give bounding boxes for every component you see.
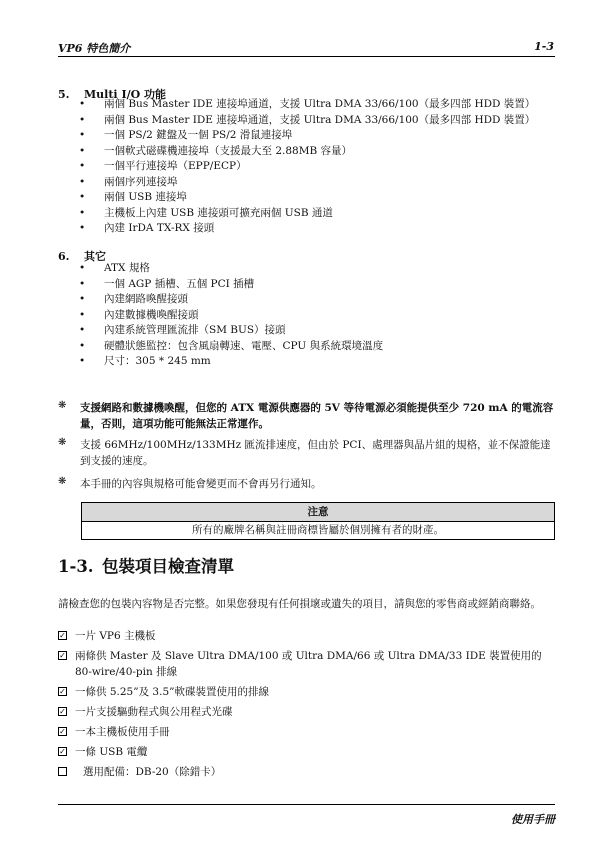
page-header	[58, 40, 554, 56]
header-page-number: 1-3	[534, 40, 554, 53]
list-item: • 一個軟式磁碟機連接埠（支援最大至 2.88MB 容量）	[75, 144, 535, 160]
list-item: • 主機板上內建 USB 連接頭可擴充兩個 USB 通道	[75, 206, 535, 222]
list-item: • 一個 PS/2 鍵盤及一個 PS/2 滑鼠連接埠	[75, 128, 535, 144]
list-item: • 兩個 USB 連接埠	[75, 190, 535, 206]
section-5-list	[75, 97, 535, 237]
list-item: • 內建系統管理匯流排（SM BUS）接頭	[75, 323, 383, 339]
section-1-3-title: 包裝項目檢查清單	[102, 557, 234, 576]
checklist-intro: 請檢查您的包裝內容物是否完整。如果您發現有任何損壞或遺失的項目，請與您的零售商或經銷商聯絡。	[58, 598, 541, 610]
checklist-item: 選用配備：DB-20（除錯卡）	[58, 764, 555, 780]
note-spec-change	[58, 476, 555, 492]
section-1-3-heading	[58, 553, 234, 577]
bullet-icon: •	[79, 324, 86, 336]
list-item: • 兩個序列連接埠	[75, 175, 535, 191]
list-item: • ATX 規格	[75, 261, 383, 277]
section-6-title: 其它	[84, 250, 106, 263]
bullet-icon: •	[79, 222, 86, 234]
footer-title: 使用手冊	[511, 813, 555, 826]
bullet-icon: •	[79, 339, 86, 352]
checklist-item: ✓ 一條 USB 電纜	[59, 746, 148, 758]
checked-box-icon: ✓	[59, 727, 66, 736]
asterisk-icon: ❋	[58, 400, 67, 411]
footer-rule	[58, 804, 555, 805]
list-item: • 兩個 Bus Master IDE 連接埠通道，支援 Ultra DMA 33/66/100（最多四部 HDD 裝置）	[75, 97, 535, 113]
note-wake-on-lan	[58, 400, 555, 432]
bullet-icon: •	[79, 206, 86, 219]
section-5-number: 5.	[58, 88, 70, 101]
bullet-icon: •	[79, 308, 86, 321]
header-rule	[58, 56, 555, 57]
note-text: 本手冊的內容與規格可能會變更而不會再另行通知。	[80, 478, 322, 490]
bullet-icon: •	[79, 160, 86, 172]
asterisk-icon: ❋	[58, 437, 67, 448]
bullet-icon: •	[79, 293, 86, 305]
note-text: 支援網路和數據機喚醒，但您的 ATX 電源供應器的 5V 等待電源必須能提供至少 720 mA 的電流容量，否則，這項功能可能無法正常運作。	[80, 402, 554, 430]
bullet-icon: •	[79, 355, 86, 367]
asterisk-icon: ❋	[58, 476, 67, 487]
checked-box-icon: ✓	[59, 631, 66, 640]
section-6-list	[75, 261, 383, 370]
bullet-icon: •	[79, 191, 86, 203]
list-item: • 尺寸：305 * 245 mm	[75, 354, 383, 370]
note-text: 支援 66MHz/100MHz/133MHz 匯流排速度，但由於 PCI、處理器與晶片組的規格，並不保證能達到支援的速度。	[80, 439, 551, 467]
list-item: • 內建網路喚醒接頭	[75, 292, 383, 308]
header-title: VP6 特色簡介	[58, 42, 131, 55]
list-item: • 一個 AGP 插槽、五個 PCI 插槽	[75, 277, 383, 293]
list-item: • 內建數據機喚醒接頭	[75, 308, 383, 324]
list-item: • 兩個 Bus Master IDE 連接埠通道，支援 Ultra DMA 33/66/100（最多四部 HDD 裝置）	[75, 113, 535, 129]
section-5-title: Multi I/O 功能	[84, 88, 167, 101]
checked-box-icon: ✓	[59, 747, 66, 756]
bullet-icon: •	[79, 129, 86, 141]
checked-box-icon: ✓	[59, 687, 66, 696]
bullet-icon: •	[79, 277, 86, 290]
empty-box-icon	[58, 767, 67, 776]
notice-title: 注意	[81, 502, 555, 522]
bullet-icon: •	[79, 262, 86, 274]
checked-box-icon: ✓	[59, 707, 66, 716]
checklist-item: ✓ 一條供 5.25”及 3.5”軟碟裝置使用的排線	[59, 686, 269, 698]
checked-box-icon: ✓	[59, 651, 66, 660]
list-item: • 硬體狀態監控：包含風扇轉速、電壓、CPU 與系統環境溫度	[75, 339, 383, 355]
checklist-item: ✓ 一片支援驅動程式與公用程式光碟	[59, 706, 233, 718]
note-bus-speed	[58, 437, 555, 469]
notice-body: 所有的廠牌名稱與註冊商標皆屬於個別擁有者的財產。	[81, 521, 555, 540]
bullet-icon: •	[79, 175, 86, 188]
package-checklist	[58, 628, 555, 784]
list-item: • 一個平行連接埠（EPP/ECP）	[75, 159, 535, 175]
bullet-icon: •	[79, 98, 86, 110]
bullet-icon: •	[79, 144, 86, 157]
section-1-3-number: 1-3.	[58, 557, 94, 576]
list-item: • 內建 IrDA TX-RX 接頭	[75, 221, 535, 237]
checklist-item: ✓ 兩條供 Master 及 Slave Ultra DMA/100 或 Ultra DMA/66 或 Ultra DMA/33 IDE 裝置使用的 80-wire/40-pin 排線	[59, 650, 542, 678]
bullet-icon: •	[79, 113, 86, 126]
checklist-item: ✓ 一片 VP6 主機板	[59, 630, 156, 642]
checklist-item: ✓ 一本主機板使用手冊	[59, 726, 170, 738]
section-6-number: 6.	[58, 250, 70, 263]
